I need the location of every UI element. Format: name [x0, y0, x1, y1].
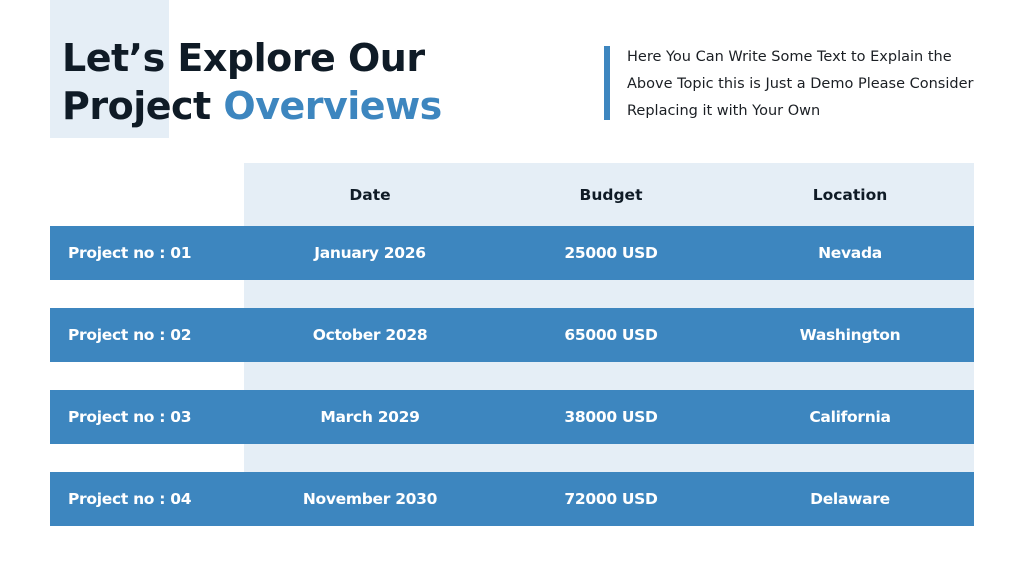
location-cell: Nevada [818, 244, 882, 262]
location-cell: Washington [799, 326, 901, 344]
table-row [50, 226, 974, 280]
title-line-2-accent: Overviews [223, 84, 442, 128]
table-row [50, 308, 974, 362]
project-cell: Project no : 03 [68, 408, 192, 426]
description-accent-bar [604, 46, 610, 120]
budget-cell: 72000 USD [564, 490, 658, 508]
column-header-location: Location [812, 185, 888, 204]
budget-cell: 38000 USD [564, 408, 658, 426]
project-cell: Project no : 02 [68, 326, 192, 344]
table-row [50, 472, 974, 526]
budget-cell: 25000 USD [564, 244, 658, 262]
description-text: Here You Can Write Some Text to Explain the Above Topic this is Just a Demo Please Consider Replacing it with Your Own [627, 49, 974, 119]
title-line-1: Let’s Explore Our [62, 36, 425, 80]
budget-cell: 65000 USD [564, 326, 658, 344]
date-cell: January 2026 [314, 244, 426, 262]
column-header-date: Date [349, 185, 391, 204]
page-title [62, 34, 442, 130]
project-cell: Project no : 01 [68, 244, 192, 262]
date-cell: October 2028 [312, 326, 428, 344]
project-cell: Project no : 04 [68, 490, 192, 508]
date-cell: March 2029 [320, 408, 420, 426]
column-header-budget: Budget [579, 185, 643, 204]
table-row [50, 390, 974, 444]
date-cell: November 2030 [302, 490, 438, 508]
title-line-2-dark: Project [62, 84, 211, 128]
location-cell: California [809, 408, 891, 426]
location-cell: Delaware [810, 490, 890, 508]
